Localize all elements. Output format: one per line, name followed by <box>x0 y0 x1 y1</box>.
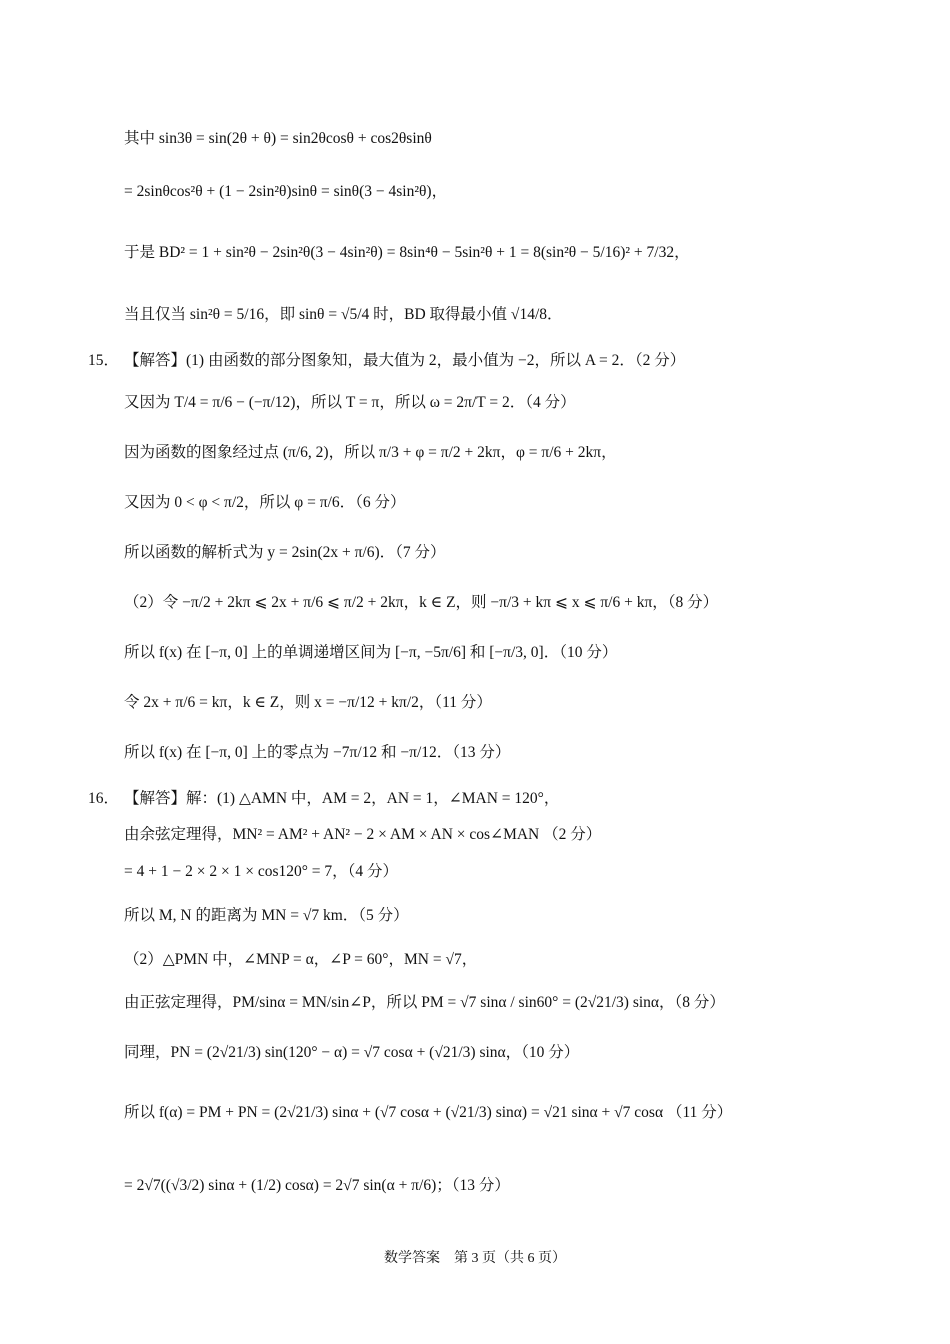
text-line: 所以 f(x) 在 [−π, 0] 上的零点为 −7π/12 和 −π/12．（13 分） <box>124 744 511 761</box>
text-line: 于是 BD² = 1 + sin²θ − 2sin²θ(3 − 4sin²θ) = 8sin⁴θ − 5sin²θ + 1 = 8(sin²θ − 5/16)² + 7/32， <box>124 244 690 261</box>
question-number: 15． <box>88 352 120 369</box>
text-line: 【解答】解：(1) △AMN 中，AM = 2，AN = 1，∠MAN = 120°， <box>124 790 560 807</box>
page-footer: 数学答案 第 3 页（共 6 页） <box>384 1251 566 1266</box>
text-line: 令 2x + π/6 = kπ，k ∈ Z，则 x = −π/12 + kπ/2，（11 分） <box>124 694 492 711</box>
text-line: = 2√7((√3/2) sinα + (1/2) cosα) = 2√7 sin(α + π/6)；（13 分） <box>124 1177 510 1194</box>
text-line: 因为函数的图象经过点 (π/6, 2)，所以 π/3 + φ = π/2 + 2kπ，φ = π/6 + 2kπ， <box>124 444 617 461</box>
text-line: （2）△PMN 中，∠MNP = α，∠P = 60°，MN = √7， <box>124 951 478 968</box>
text-line: 又因为 T/4 = π/6 − (−π/12)，所以 T = π，所以 ω = 2π/T = 2．（4 分） <box>124 394 576 411</box>
text-line: 由余弦定理得，MN² = AM² + AN² − 2 × AM × AN × cos∠MAN （2 分） <box>124 826 602 843</box>
text-line: 所以 M, N 的距离为 MN = √7 km．（5 分） <box>124 907 409 924</box>
text-line: 由正弦定理得，PM/sinα = MN/sin∠P，所以 PM = √7 sinα / sin60° = (2√21/3) sinα，（8 分） <box>124 994 725 1011</box>
text-line: 同理，PN = (2√21/3) sin(120° − α) = √7 cosα + (√21/3) sinα，（10 分） <box>124 1044 580 1061</box>
text-line: = 2sinθcos²θ + (1 − 2sin²θ)sinθ = sinθ(3 − 4sin²θ)， <box>124 183 448 200</box>
text-line: 其中 sin3θ = sin(2θ + θ) = sin2θcosθ + cos2θsinθ <box>124 130 432 147</box>
question-number: 16． <box>88 790 120 807</box>
text-line: 所以 f(x) 在 [−π, 0] 上的单调递增区间为 [−π, −5π/6] 和 [−π/3, 0]．（10 分） <box>124 644 618 661</box>
text-line: 又因为 0 < φ < π/2，所以 φ = π/6．（6 分） <box>124 494 406 511</box>
text-line: 当且仅当 sin²θ = 5/16，即 sinθ = √5/4 时，BD 取得最小值 √14/8． <box>124 306 563 323</box>
text-line: 【解答】(1) 由函数的部分图象知，最大值为 2，最小值为 −2，所以 A = 2．（2 分） <box>124 352 686 369</box>
text-line: 所以函数的解析式为 y = 2sin(2x + π/6)．（7 分） <box>124 544 446 561</box>
text-line: = 4 + 1 − 2 × 2 × 1 × cos120° = 7，（4 分） <box>124 863 399 880</box>
text-line: （2）令 −π/2 + 2kπ ⩽ 2x + π/6 ⩽ π/2 + 2kπ，k ∈ Z，则 −π/3 + kπ ⩽ x ⩽ π/6 + kπ，（8 分） <box>124 594 719 611</box>
text-line: 所以 f(α) = PM + PN = (2√21/3) sinα + (√7 cosα + (√21/3) sinα) = √21 sinα + √7 cosα （11 分） <box>124 1104 733 1121</box>
